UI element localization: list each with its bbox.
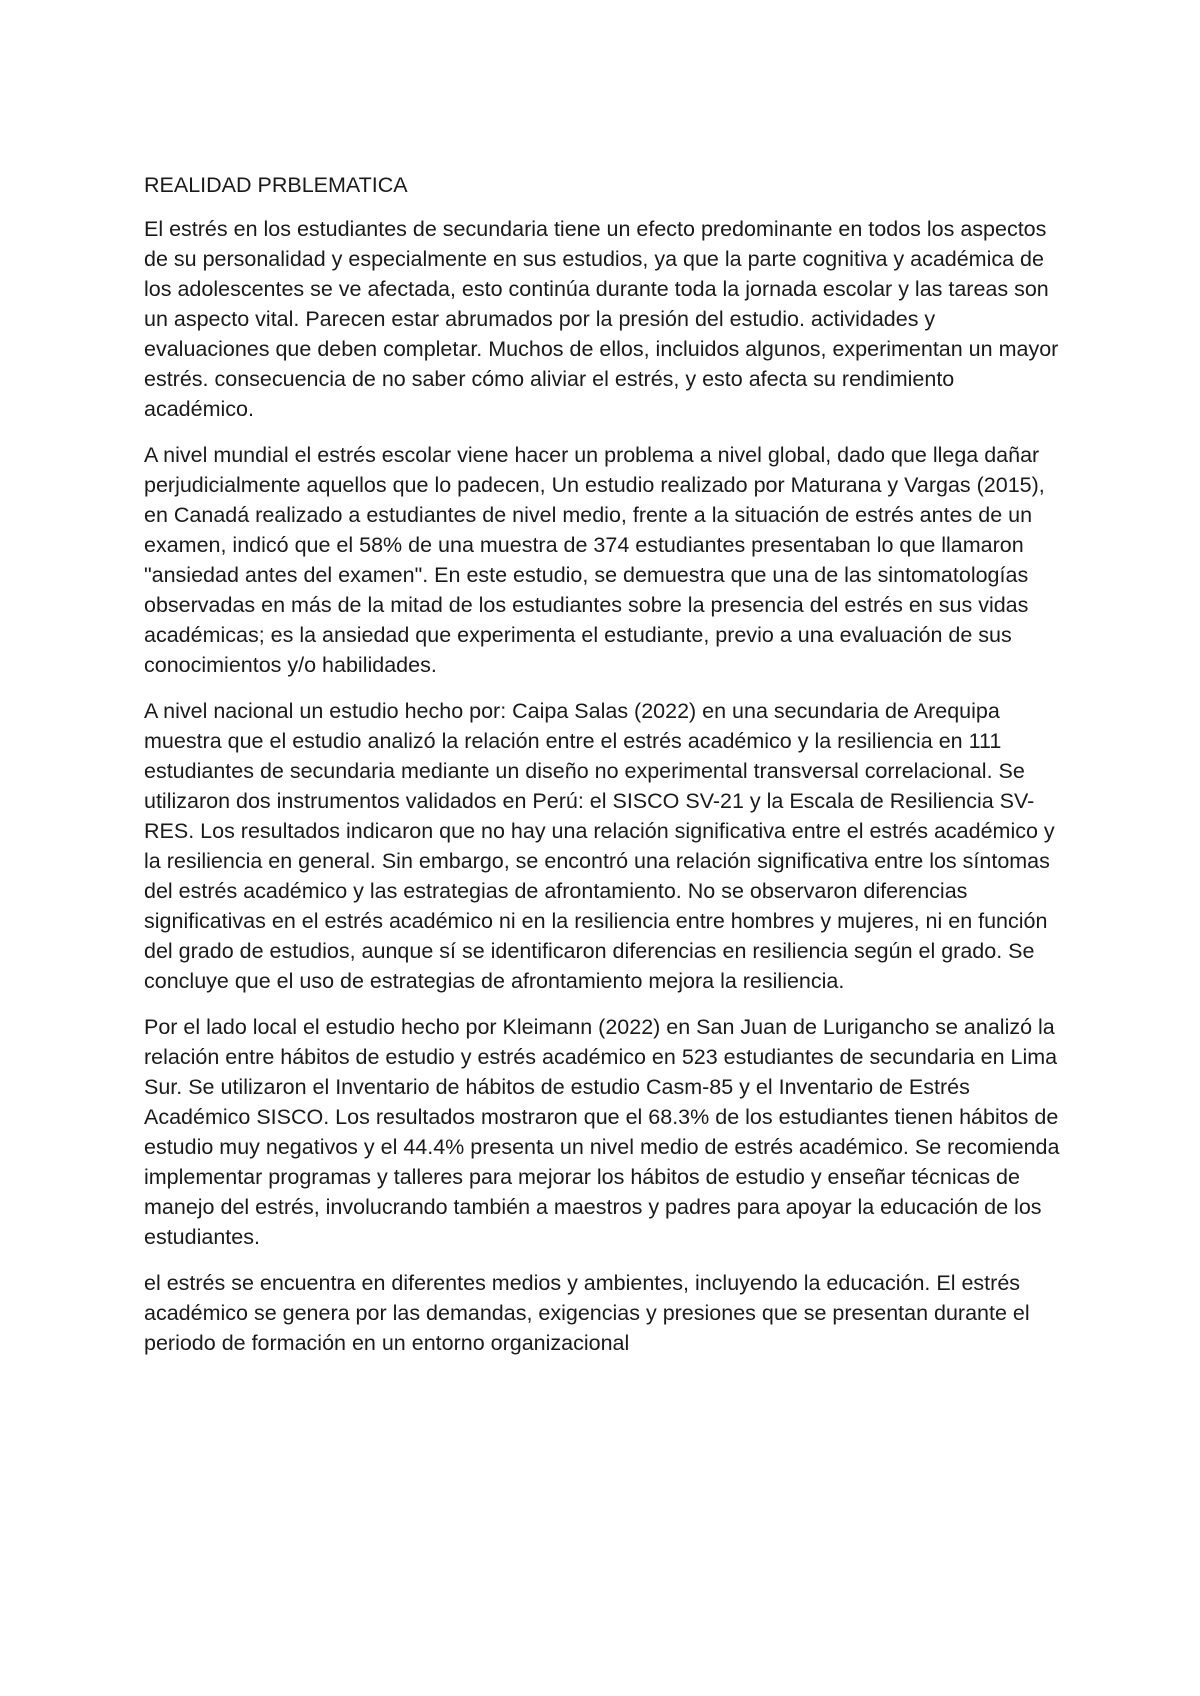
paragraph-closing: el estrés se encuentra en diferentes medios y ambientes, incluyendo la educación. El estrés académico se genera por las demandas, exigencias y presiones que se presentan durante el periodo de formación en un entorno organizacional: [144, 1271, 1030, 1355]
paragraph-global: A nivel mundial el estrés escolar viene hacer un problema a nivel global, dado que llega dañar perjudicialmente aquellos que lo padecen, Un estudio realizado por Maturana y Vargas (2015), en Canadá realizado a estudiantes de nivel medio, frente a la situación de estrés antes de un examen, indicó que el 58% de una muestra de 374 estudiantes presentaban lo que llamaron "ansiedad antes del examen". En este estudio, se demuestra que una de las sintomatologías observadas en más de la mitad de los estudiantes sobre la presencia del estrés en sus vidas académicas; es la ansiedad que experimenta el estudiante, previo a una evaluación de sus conocimientos y/o habilidades.: [144, 443, 1045, 677]
paragraph-intro: El estrés en los estudiantes de secundaria tiene un efecto predominante en todos los aspectos de su personalidad y especialmente en sus estudios, ya que la parte cognitiva y académica de los adolescentes se ve afectada, esto continúa durante toda la jornada escolar y las tareas son un aspecto vital. Parecen estar abrumados por la presión del estudio. actividades y evaluaciones que deben completar. Muchos de ellos, incluidos algunos, experimentan un mayor estrés. consecuencia de no saber cómo aliviar el estrés, y esto afecta su rendimiento académico.: [144, 217, 1059, 421]
paragraph-local: Por el lado local el estudio hecho por Kleimann (2022) en San Juan de Lurigancho se analizó la relación entre hábitos de estudio y estrés académico en 523 estudiantes de secundaria en Lima Sur. Se utilizaron el Inventario de hábitos de estudio Casm-85 y el Inventario de Estrés Académico SISCO. Los resultados mostraron que el 68.3% de los estudiantes tienen hábitos de estudio muy negativos y el 44.4% presenta un nivel medio de estrés académico. Se recomienda implementar programas y talleres para mejorar los hábitos de estudio y enseñar técnicas de manejo del estrés, involucrando también a maestros y padres para apoyar la educación de los estudiantes.: [144, 1015, 1060, 1249]
paragraph-national: A nivel nacional un estudio hecho por: Caipa Salas (2022) en una secundaria de Arequipa muestra que el estudio analizó la relación entre el estrés académico y la resiliencia en 111 estudiantes de secundaria mediante un diseño no experimental transversal correlacional. Se utilizaron dos instrumentos validados en Perú: el SISCO SV-21 y la Escala de Resiliencia SV-RES. Los resultados indicaron que no hay una relación significativa entre el estrés académico y la resiliencia en general. Sin embargo, se encontró una relación significativa entre los síntomas del estrés académico y las estrategias de afrontamiento. No se observaron diferencias significativas en el estrés académico ni en la resiliencia entre hombres y mujeres, ni en función del grado de estudios, aunque sí se identificaron diferencias en resiliencia según el grado. Se concluye que el uso de estrategias de afrontamiento mejora la resiliencia.: [144, 699, 1055, 993]
document-heading: REALIDAD PRBLEMATICA: [144, 173, 408, 197]
document-body: [144, 170, 1064, 1374]
